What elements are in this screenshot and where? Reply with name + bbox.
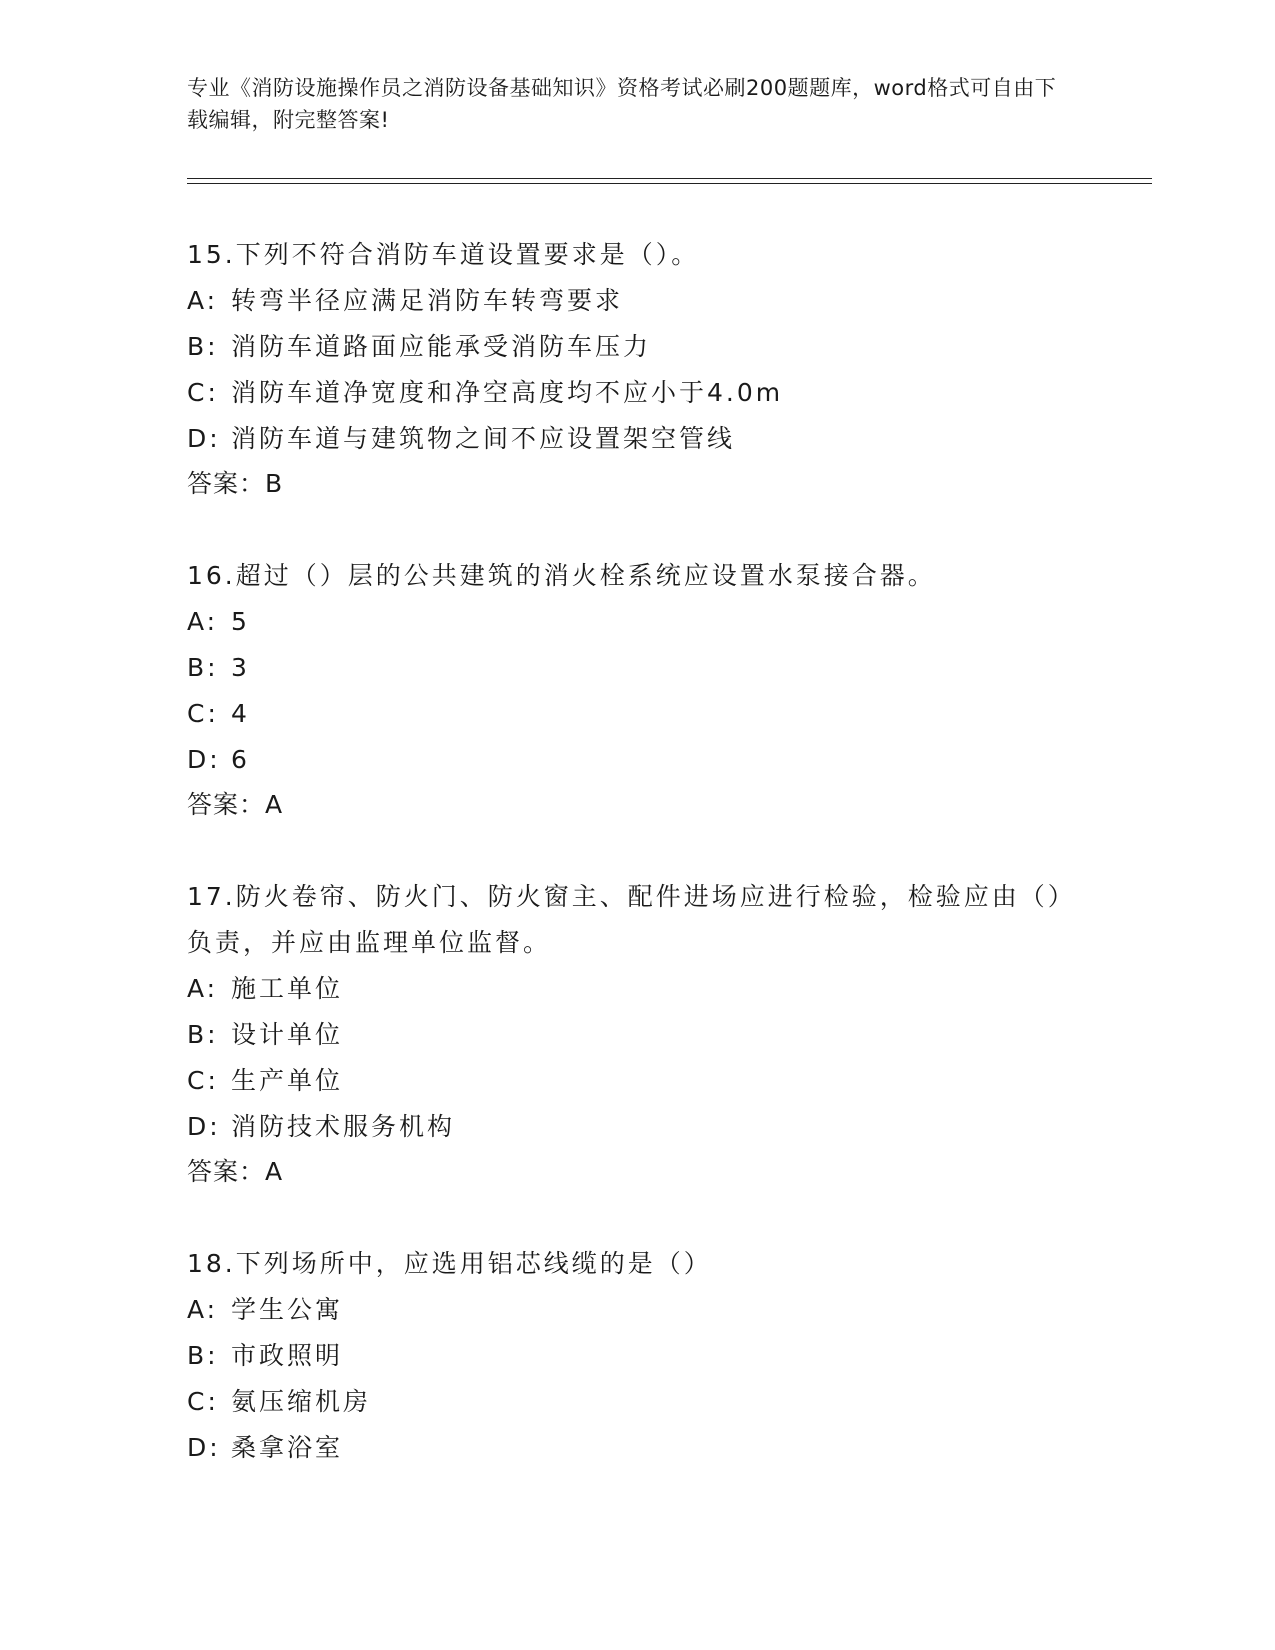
- option-text: 生产单位: [231, 1066, 344, 1095]
- option-text: 6: [231, 745, 250, 774]
- option-b: [187, 1333, 1087, 1379]
- question-16: [187, 553, 1087, 827]
- answer-key: 答案：A: [187, 1157, 284, 1186]
- answer-key: 答案：A: [187, 790, 284, 819]
- option-label: A:: [187, 607, 219, 636]
- question-stem: 15.下列不符合消防车道设置要求是（）。: [187, 240, 700, 269]
- option-label: C:: [187, 378, 219, 407]
- option-label: C:: [187, 1066, 219, 1095]
- question-18: [187, 1241, 1087, 1471]
- question-stem: 18.下列场所中，应选用铝芯线缆的是（）: [187, 1249, 712, 1278]
- option-d: [187, 737, 1087, 783]
- option-label: B:: [187, 1341, 219, 1370]
- option-text: 施工单位: [231, 974, 344, 1003]
- option-c: [187, 1058, 1087, 1104]
- option-text: 氨压缩机房: [231, 1387, 372, 1416]
- option-d: [187, 1104, 1087, 1150]
- option-text: 消防技术服务机构: [231, 1112, 456, 1141]
- option-text: 消防车道路面应能承受消防车压力: [231, 332, 652, 361]
- option-label: B:: [187, 332, 219, 361]
- option-b: [187, 645, 1087, 691]
- option-text: 消防车道净宽度和净空高度均不应小于4.0m: [231, 378, 784, 407]
- option-text: 市政照明: [231, 1341, 344, 1370]
- option-label: B:: [187, 653, 219, 682]
- question-stem: 17.防火卷帘、防火门、防火窗主、配件进场应进行检验，检验应由（）负责，并应由监理单位监督。: [187, 882, 1076, 957]
- option-a: [187, 966, 1087, 1012]
- option-a: [187, 599, 1087, 645]
- option-text: 消防车道与建筑物之间不应设置架空管线: [231, 424, 736, 453]
- question-15: [187, 232, 1087, 506]
- option-text: 设计单位: [231, 1020, 344, 1049]
- option-d: [187, 416, 1087, 462]
- option-label: C:: [187, 699, 219, 728]
- option-b: [187, 1012, 1087, 1058]
- option-c: [187, 370, 1087, 416]
- option-label: D:: [187, 1433, 221, 1462]
- option-d: [187, 1425, 1087, 1471]
- option-b: [187, 324, 1087, 370]
- header-divider-top: [187, 178, 1152, 179]
- option-label: C:: [187, 1387, 219, 1416]
- option-text: 5: [231, 607, 250, 636]
- question-list: [187, 232, 1087, 1518]
- option-a: [187, 1287, 1087, 1333]
- document-header: 专业《消防设施操作员之消防设备基础知识》资格考试必刷200题题库，word格式可自由下载编辑，附完整答案!: [187, 76, 1057, 132]
- option-text: 学生公寓: [231, 1295, 344, 1324]
- question-17: [187, 874, 1087, 1194]
- option-label: D:: [187, 745, 221, 774]
- option-text: 3: [231, 653, 250, 682]
- option-text: 桑拿浴室: [231, 1433, 344, 1462]
- option-label: D:: [187, 424, 221, 453]
- header-divider-bottom: [187, 183, 1152, 184]
- option-label: B:: [187, 1020, 219, 1049]
- question-stem: 16.超过（）层的公共建筑的消火栓系统应设置水泵接合器。: [187, 561, 936, 590]
- option-text: 4: [231, 699, 250, 728]
- option-label: A:: [187, 974, 219, 1003]
- option-label: D:: [187, 1112, 221, 1141]
- option-a: [187, 278, 1087, 324]
- answer-key: 答案：B: [187, 469, 284, 498]
- option-label: A:: [187, 1295, 219, 1324]
- option-c: [187, 691, 1087, 737]
- option-label: A:: [187, 286, 219, 315]
- option-text: 转弯半径应满足消防车转弯要求: [231, 286, 624, 315]
- option-c: [187, 1379, 1087, 1425]
